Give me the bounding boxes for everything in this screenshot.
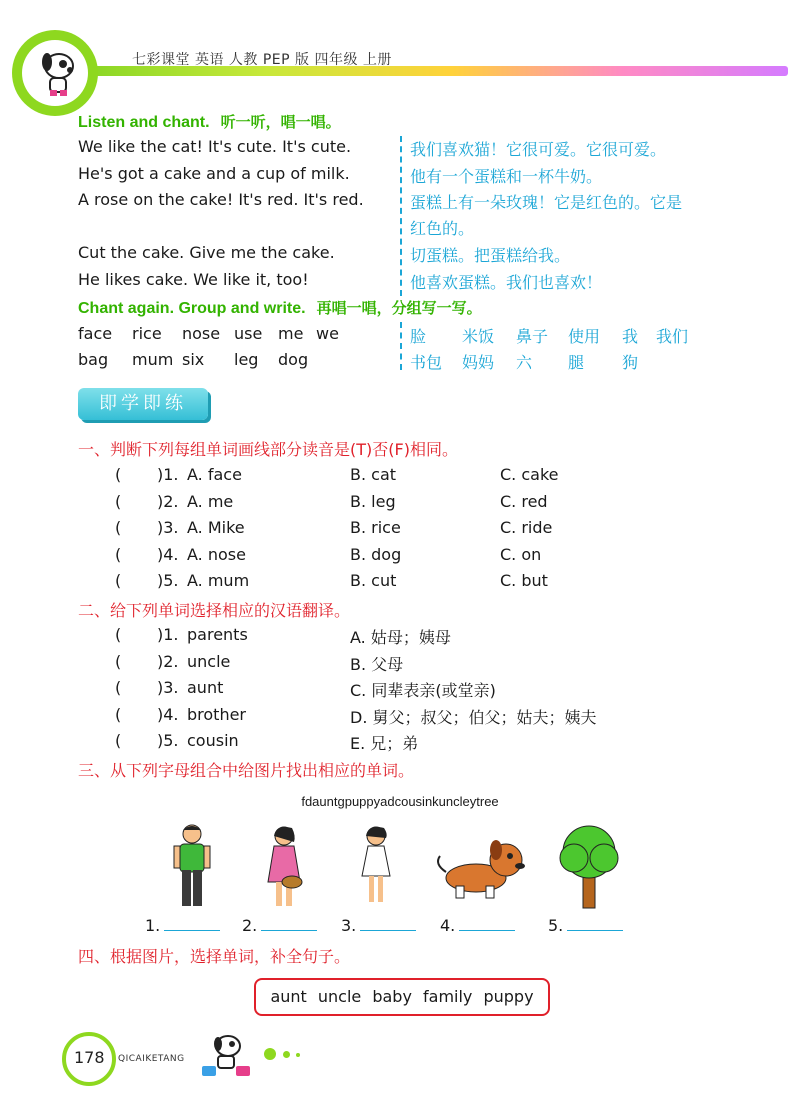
letter-string: fdauntgpuppyadcousinkuncleytree: [301, 794, 499, 809]
word-cn: 我们: [656, 327, 689, 346]
word: parents: [187, 625, 248, 644]
question-num: )5.: [157, 731, 179, 750]
footer-brand: QICAIKETANG: [118, 1054, 185, 1064]
answer-paren[interactable]: (: [115, 545, 122, 564]
section3-title: 三、从下列字母组合中给图片找出相应的单词。: [78, 761, 415, 780]
word: mum: [132, 350, 174, 369]
word-cn: 腿: [568, 353, 585, 372]
option-a: A. me: [187, 492, 234, 511]
translation-option: B. 父母: [350, 655, 404, 674]
answer-paren[interactable]: (: [115, 465, 122, 484]
question-num: )3.: [157, 678, 179, 697]
blank-num: 4.: [440, 916, 456, 935]
chant-again-heading-en: Chant again. Group and write.: [78, 300, 306, 317]
blank-line[interactable]: [261, 916, 317, 931]
chant-heading-en: Listen and chant.: [78, 114, 210, 131]
header-title: 七彩课堂 英语 人教 PEP 版 四年级 上册: [132, 52, 392, 68]
word: aunt: [187, 678, 224, 697]
word: bag: [78, 350, 109, 369]
answer-blank-1: [145, 916, 220, 935]
chant-translation: 他有一个蛋糕和一杯牛奶。: [410, 167, 603, 186]
blank-line[interactable]: [360, 916, 416, 931]
decor-dot: [264, 1048, 276, 1060]
option-b: B. cat: [350, 465, 397, 484]
word: six: [182, 350, 205, 369]
chant-translation: 红色的。: [410, 219, 475, 238]
chant-line: Cut the cake. Give me the cake.: [78, 243, 335, 262]
chant-line: A rose on the cake! It's red. It's red.: [78, 190, 364, 209]
question-num: )3.: [157, 518, 179, 537]
dashed-divider: [400, 136, 402, 296]
word: me: [278, 324, 304, 343]
word: rice: [132, 324, 162, 343]
word: we: [316, 324, 339, 343]
word-cn: 六: [516, 353, 533, 372]
chant-again-heading-cn: 再唱一唱，分组写一写。: [316, 299, 482, 317]
blank-line[interactable]: [164, 916, 220, 931]
translation-option: D. 舅父；叔父；伯父；姑夫；姨夫: [350, 708, 597, 727]
option-a: A. nose: [187, 545, 246, 564]
answer-paren[interactable]: (: [115, 571, 122, 590]
word: dog: [278, 350, 309, 369]
question-num: )2.: [157, 652, 179, 671]
answer-paren[interactable]: (: [115, 625, 122, 644]
page-number: 178: [74, 1048, 105, 1067]
option-b: B. cut: [350, 571, 397, 590]
blank-num: 5.: [548, 916, 564, 935]
word: nose: [182, 324, 221, 343]
question-num: )5.: [157, 571, 179, 590]
translation-option: C. 同辈表亲(或堂亲): [350, 681, 496, 700]
dog-mascot-icon: [30, 44, 88, 102]
blank-line[interactable]: [567, 916, 623, 931]
chant-line: We like the cat! It's cute. It's cute.: [78, 137, 352, 156]
word: use: [234, 324, 263, 343]
dog-mascot-footer-icon: [196, 1030, 256, 1080]
blank-num: 1.: [145, 916, 161, 935]
puppy-picture-icon: [430, 838, 530, 900]
chant-again-heading: [78, 297, 482, 318]
blank-num: 3.: [341, 916, 357, 935]
word-cn: 米饭: [462, 327, 495, 346]
option-a: A. mum: [187, 571, 250, 590]
chant-translation: 他喜欢蛋糕。我们也喜欢！: [410, 273, 603, 292]
decor-dot: [283, 1051, 290, 1058]
chant-translation: 我们喜欢猫！它很可爱。它很可爱。: [410, 140, 667, 159]
answer-paren[interactable]: (: [115, 731, 122, 750]
answer-blank-3: [341, 916, 416, 935]
word-cn: 妈妈: [462, 353, 495, 372]
word-cn: 我: [622, 327, 639, 346]
answer-blank-5: [548, 916, 623, 935]
cousin-picture-icon: [356, 824, 396, 908]
question-num: )2.: [157, 492, 179, 511]
word: cousin: [187, 731, 239, 750]
option-c: C. cake: [500, 465, 559, 484]
question-num: )4.: [157, 705, 179, 724]
word-cn: 狗: [622, 353, 639, 372]
option-c: C. on: [500, 545, 542, 564]
word-bank-box: aunt uncle baby family puppy: [254, 978, 550, 1016]
answer-blank-2: [242, 916, 317, 935]
answer-paren[interactable]: (: [115, 652, 122, 671]
decor-dot: [296, 1053, 300, 1057]
option-a: A. face: [187, 465, 242, 484]
section1-list: [115, 465, 615, 595]
practice-banner: [78, 388, 208, 420]
word: uncle: [187, 652, 231, 671]
option-b: B. rice: [350, 518, 401, 537]
section1-title: 一、判断下列每组单词画线部分读音是(T)否(F)相同。: [78, 440, 458, 459]
word: face: [78, 324, 113, 343]
tree-picture-icon: [556, 822, 622, 910]
chant-heading-cn: 听一听，唱一唱。: [220, 113, 341, 131]
section2-list: [115, 625, 675, 755]
option-a: A. Mike: [187, 518, 245, 537]
question-num: )1.: [157, 625, 179, 644]
word: leg: [234, 350, 259, 369]
option-c: C. but: [500, 571, 548, 590]
chant-translation: 蛋糕上有一朵玫瑰！它是红色的。它是: [410, 193, 683, 212]
option-c: C. red: [500, 492, 548, 511]
chant-heading: [78, 111, 341, 132]
uncle-picture-icon: [168, 822, 216, 912]
option-c: C. ride: [500, 518, 553, 537]
section2-title: 二、给下列单词选择相应的汉语翻译。: [78, 601, 351, 620]
answer-paren[interactable]: (: [115, 492, 122, 511]
blank-num: 2.: [242, 916, 258, 935]
answer-paren[interactable]: (: [115, 705, 122, 724]
answer-paren[interactable]: (: [115, 678, 122, 697]
word-cn: 使用: [568, 327, 601, 346]
word-cn: 书包: [410, 353, 443, 372]
translation-option: E. 兄；弟: [350, 734, 419, 753]
dashed-divider: [400, 322, 402, 370]
chant-translation: 切蛋糕。把蛋糕给我。: [410, 246, 571, 265]
option-b: B. dog: [350, 545, 402, 564]
word-cn: 鼻子: [516, 327, 549, 346]
answer-blank-4: [440, 916, 515, 935]
question-num: )1.: [157, 465, 179, 484]
option-b: B. leg: [350, 492, 396, 511]
chant-line: He's got a cake and a cup of milk.: [78, 164, 350, 183]
aunt-picture-icon: [262, 824, 308, 912]
translation-option: A. 姑母；姨母: [350, 628, 451, 647]
chant-line: He likes cake. We like it, too!: [78, 270, 309, 289]
word: brother: [187, 705, 247, 724]
answer-paren[interactable]: (: [115, 518, 122, 537]
blank-line[interactable]: [459, 916, 515, 931]
word-cn: 脸: [410, 327, 427, 346]
practice-banner-label: 即学即练: [99, 393, 187, 414]
question-num: )4.: [157, 545, 179, 564]
section4-title: 四、根据图片，选择单词，补全句子。: [78, 947, 351, 966]
